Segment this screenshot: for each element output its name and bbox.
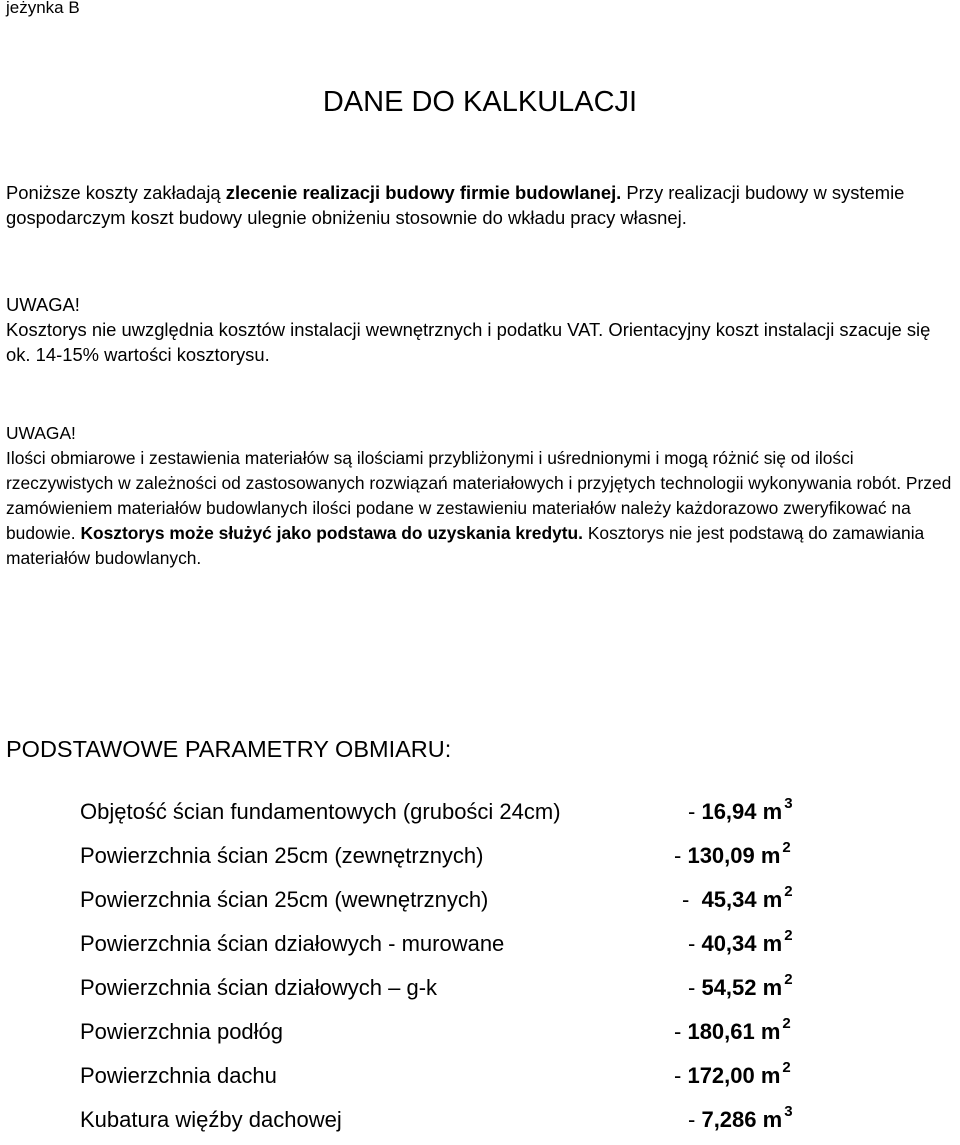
warning-heading-2: UWAGA! — [6, 423, 76, 443]
param-value — [688, 966, 791, 1013]
param-value — [688, 922, 791, 969]
param-dash: - — [674, 1019, 688, 1044]
param-dash: - — [688, 931, 702, 956]
param-value — [674, 1054, 789, 1101]
section-title: PODSTAWOWE PARAMETRY OBMIARU: — [6, 736, 452, 762]
param-label: Objętość ścian fundamentowych (grubości 24cm) — [80, 799, 561, 824]
warning-text-1: Kosztorys nie uwzględnia kosztów instalacji wewnętrznych i podatku VAT. Orientacyjny koszt instalacji szacuje się ok. 14-15% wartości kosztorysu. — [6, 319, 931, 365]
param-value — [674, 834, 789, 881]
param-row — [80, 834, 900, 878]
param-row — [80, 1054, 900, 1098]
param-row — [80, 790, 900, 834]
intro-bold-text: zlecenie realizacji budowy firmie budowlanej. — [225, 182, 622, 203]
param-value — [688, 790, 791, 837]
param-dash: - — [674, 843, 688, 868]
param-exponent: 2 — [782, 839, 791, 856]
param-dash: - — [682, 887, 702, 912]
param-label: Powierzchnia podłóg — [80, 1019, 284, 1044]
param-label: Powierzchnia ścian 25cm (wewnętrznych) — [80, 887, 489, 912]
param-exponent: 3 — [784, 1103, 793, 1120]
param-number: 7,286 m — [701, 1107, 783, 1132]
param-number: 45,34 m — [701, 887, 783, 912]
param-dash: - — [688, 975, 702, 1000]
param-label: Powierzchnia dachu — [80, 1063, 277, 1088]
param-row — [80, 922, 900, 966]
param-dash: - — [674, 1063, 688, 1088]
param-dash: - — [688, 1107, 702, 1132]
param-number: 180,61 m — [687, 1019, 781, 1044]
warning-heading-1: UWAGA! — [6, 294, 80, 315]
page-title: DANE DO KALKULACJI — [322, 86, 638, 118]
param-exponent: 3 — [784, 795, 793, 812]
param-row — [80, 1010, 900, 1054]
param-number: 40,34 m — [701, 931, 783, 956]
param-dash: - — [688, 799, 702, 824]
param-value — [688, 1098, 791, 1145]
param-row — [80, 966, 900, 1010]
param-exponent: 2 — [784, 883, 793, 900]
warning-text-2: Ilości obmiarowe i zestawienia materiałów są ilościami przybliżonymi i uśrednionymi i mogą różnić się od ilości rzeczywistych w zależności od zastosowanych rozwiązań materiałowych i przyjętych technologii wykonywania robót. Przed zamówieniem materiałów budowlanych ilości podane w zestawieniu materiałów należy każdorazowo zweryfikować na budowie. — [6, 448, 952, 543]
param-number: 16,94 m — [701, 799, 783, 824]
intro-text-1: Poniższe koszty zakładają — [6, 182, 226, 203]
param-exponent: 2 — [784, 971, 793, 988]
param-exponent: 2 — [782, 1059, 791, 1076]
warning-bold-text: Kosztorys może służyć jako podstawa do uzyskania kredytu. — [80, 523, 583, 543]
param-number: 172,00 m — [687, 1063, 781, 1088]
param-label: Powierzchnia ścian 25cm (zewnętrznych) — [80, 843, 484, 868]
parameters-list — [80, 790, 900, 1142]
param-label: Powierzchnia ścian działowych – g-k — [80, 975, 438, 1000]
param-number: 130,09 m — [687, 843, 781, 868]
param-exponent: 2 — [782, 1015, 791, 1032]
intro-text-2: Przy realizacji budowy w systemie gospodarczym koszt budowy ulegnie obniżeniu stosownie do wkładu pracy własnej. — [6, 182, 905, 228]
param-row — [80, 878, 900, 922]
param-row — [80, 1098, 900, 1142]
warning-block-1 — [6, 292, 958, 367]
warning-block-2 — [6, 421, 958, 571]
param-exponent: 2 — [784, 927, 793, 944]
param-number: 54,52 m — [701, 975, 783, 1000]
warning-tail-text: Kosztorys nie jest podstawą do zamawiania materiałów budowlanych. — [6, 523, 925, 568]
param-label: Kubatura więźby dachowej — [80, 1107, 342, 1132]
param-value — [682, 878, 791, 925]
page-label: jeżynka B — [6, 0, 80, 17]
param-label: Powierzchnia ścian działowych - murowane — [80, 931, 505, 956]
intro-paragraph — [6, 180, 958, 230]
param-value — [674, 1010, 789, 1057]
